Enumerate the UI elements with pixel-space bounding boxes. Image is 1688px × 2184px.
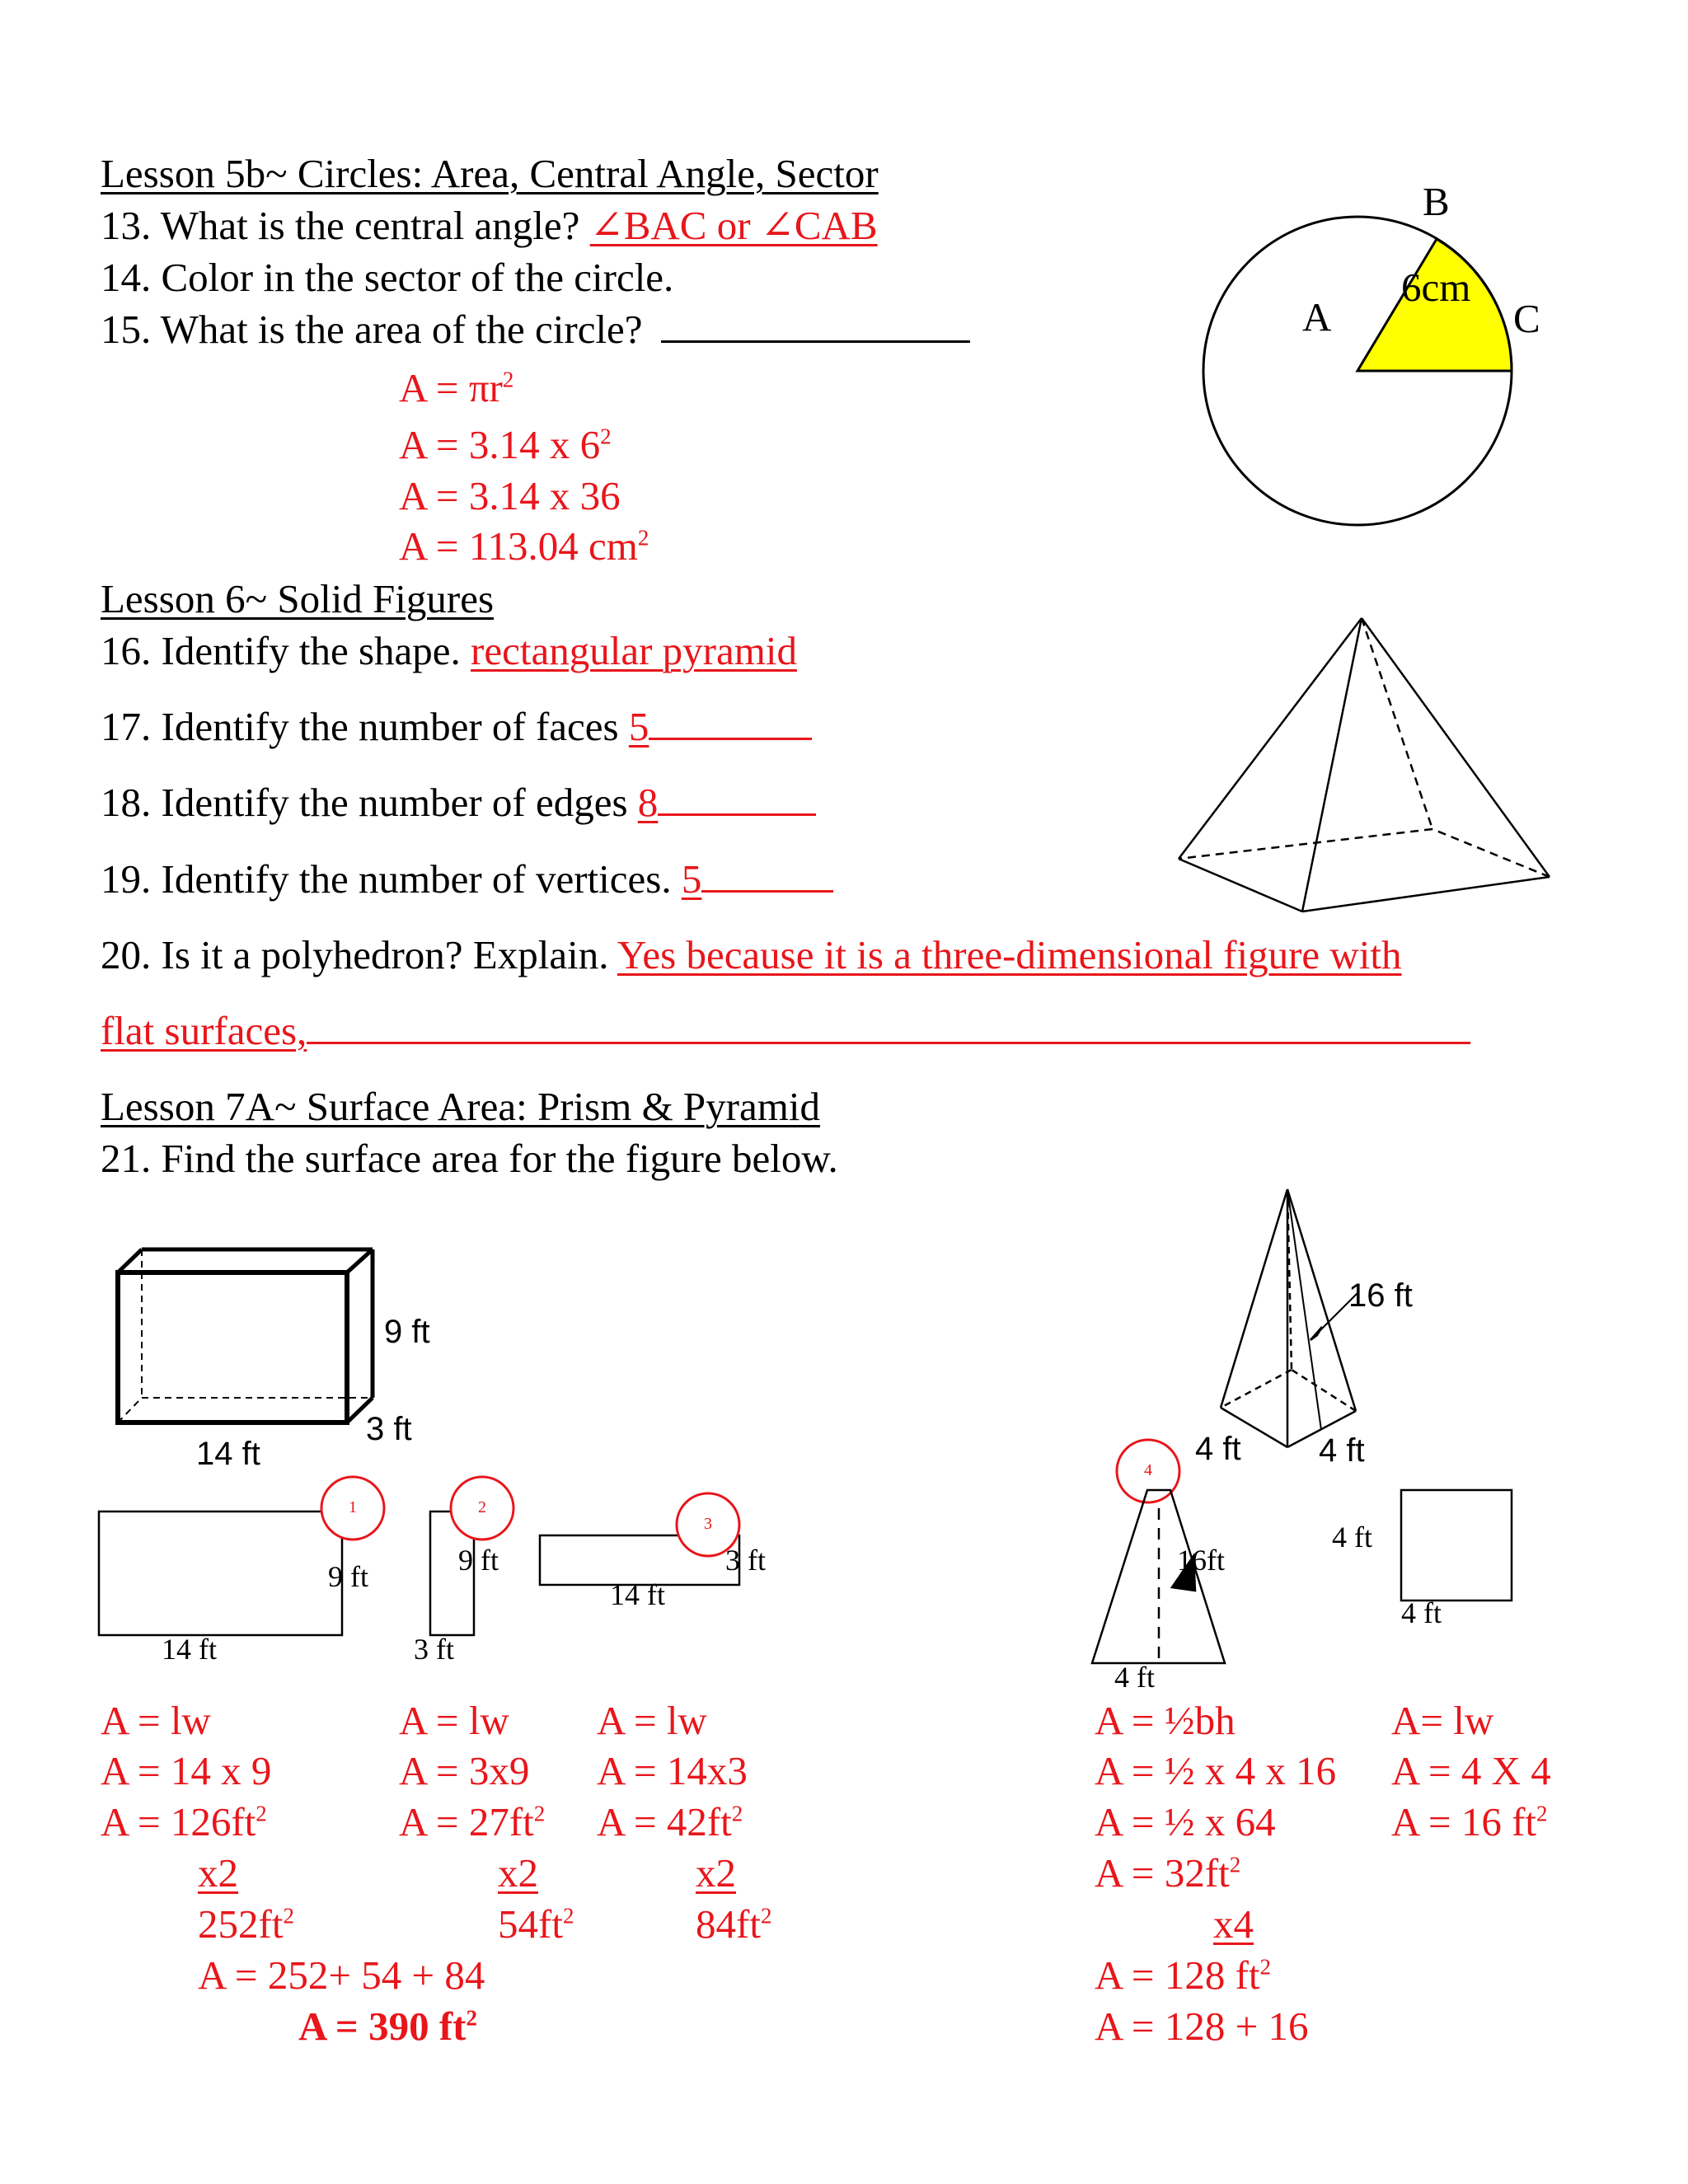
- square-face-diagram: [1401, 1490, 1512, 1601]
- pyramid-base-a-label: 4 ft: [1195, 1431, 1241, 1467]
- question-18: [101, 782, 816, 823]
- prism-height-label: 9 ft: [384, 1314, 430, 1350]
- question-16-answer: rectangular pyramid: [471, 628, 797, 673]
- work-text: 84ft: [696, 1901, 761, 1947]
- superscript: 2: [466, 2005, 477, 2031]
- prism-work-sum: A = 252+ 54 + 84: [198, 1952, 485, 1998]
- work-text: A = 42ft: [597, 1799, 732, 1844]
- prism-work-col2-line3: [399, 1799, 546, 1844]
- prism-work-col2-line2: A = 3x9: [399, 1748, 530, 1793]
- superscript: 2: [283, 1903, 294, 1929]
- pyramid-work-multiplier: x4: [1213, 1901, 1254, 1947]
- superscript: 2: [1536, 1801, 1548, 1826]
- net-rect-1-width-label: 9 ft: [328, 1560, 368, 1593]
- lesson7a-heading: Lesson 7A~ Surface Area: Prism & Pyramid: [101, 1084, 820, 1129]
- question-20-answer-line-1: Yes because it is a three-dimensional figure with: [617, 932, 1402, 977]
- pyramid-base-b-label: 4 ft: [1319, 1432, 1365, 1469]
- question-19-text: 19. Identify the number of vertices.: [101, 856, 672, 902]
- question-17-text: 17. Identify the number of faces: [101, 704, 619, 749]
- prism-work-col2-multiplier: x2: [498, 1850, 538, 1896]
- area-work-line-2: [399, 424, 612, 465]
- question-16: [101, 630, 797, 671]
- prism-work-col3-line2: A = 14x3: [597, 1748, 748, 1793]
- question-14: 14. Color in the sector of the circle.: [101, 255, 674, 300]
- pyramid-work-line1: A = ½bh: [1095, 1698, 1236, 1743]
- prism-work-col1-line1: A = lw: [101, 1698, 211, 1743]
- prism-work-col3-line3: [597, 1799, 743, 1844]
- prism-work-col2-result: [498, 1901, 574, 1947]
- net-rect-3-length-label: 14 ft: [610, 1578, 665, 1611]
- work-text: 54ft: [498, 1901, 563, 1947]
- superscript: 2: [256, 1801, 267, 1826]
- pyramid-work-line2: A = ½ x 4 x 16: [1095, 1748, 1337, 1793]
- answer-blank-15: [661, 340, 970, 343]
- superscript: 2: [1259, 1954, 1271, 1980]
- prism-length-label: 14 ft: [196, 1436, 260, 1472]
- prism-work-col1-multiplier: x2: [198, 1850, 238, 1896]
- area-work-line-1: [399, 365, 514, 410]
- question-21: 21. Find the surface area for the figure below.: [101, 1136, 838, 1181]
- square-side-a-label: 4 ft: [1332, 1521, 1372, 1554]
- work-text: A = 113.04 cm: [399, 523, 638, 569]
- answer-blank-19: [701, 889, 833, 893]
- question-13-answer: ∠BAC or ∠CAB: [589, 203, 878, 248]
- question-18-answer: 8: [637, 780, 659, 825]
- triangle-height-label: 16ft: [1177, 1544, 1225, 1577]
- rectangular-pyramid-diagram: [1179, 618, 1550, 912]
- circle-mark-3: 3: [704, 1515, 712, 1533]
- pyramid-work-line4: [1095, 1850, 1241, 1896]
- question-19-answer: 5: [681, 856, 702, 902]
- question-19: [101, 856, 833, 902]
- question-20-continued: [101, 1010, 1470, 1051]
- radius-label: 6cm: [1401, 265, 1471, 310]
- question-17-answer: 5: [628, 704, 649, 749]
- question-16-text: 16. Identify the shape.: [101, 628, 461, 673]
- prism-work-col3-multiplier: x2: [696, 1850, 736, 1896]
- triangle-base-label: 4 ft: [1114, 1661, 1155, 1694]
- question-17: [101, 706, 812, 747]
- circle-diagram: [1203, 217, 1512, 525]
- answer-blank-20: [307, 1041, 1470, 1044]
- work-text: A = 27ft: [399, 1799, 534, 1844]
- question-18-text: 18. Identify the number of edges: [101, 780, 628, 825]
- net-rect-2-width-label: 3 ft: [414, 1633, 454, 1666]
- square-work-line2: A = 4 X 4: [1391, 1748, 1551, 1793]
- area-work-line-4: [399, 523, 649, 569]
- prism-work-col3-result: [696, 1901, 772, 1947]
- net-rect-2-height-label: 9 ft: [458, 1544, 499, 1577]
- net-rect-1-length-label: 14 ft: [162, 1633, 217, 1666]
- circle-label-c: C: [1513, 296, 1540, 341]
- square-work-line3: [1391, 1799, 1548, 1844]
- superscript: 2: [502, 367, 514, 392]
- superscript: 2: [731, 1801, 743, 1826]
- net-rectangles: [99, 1511, 739, 1635]
- red-number-circles: [321, 1440, 1179, 1556]
- question-13-text: 13. What is the central angle?: [101, 203, 580, 248]
- lesson5b-heading: Lesson 5b~ Circles: Area, Central Angle, Sector: [101, 151, 879, 196]
- circle-label-b: B: [1423, 179, 1450, 224]
- work-text: A = 128 ft: [1095, 1952, 1260, 1998]
- prism-work-col2-line1: A = lw: [399, 1698, 509, 1743]
- prism-work-col1-result: [198, 1901, 294, 1947]
- circle-label-a: A: [1302, 294, 1332, 340]
- prism-work-col1-line2: A = 14 x 9: [101, 1748, 272, 1793]
- superscript: 2: [600, 424, 612, 449]
- question-15-text: 15. What is the area of the circle?: [101, 307, 643, 352]
- area-work-line-3: A = 3.14 x 36: [399, 473, 621, 518]
- question-15: [101, 307, 970, 352]
- question-20-text: 20. Is it a polyhedron? Explain.: [101, 932, 609, 977]
- question-13: [101, 205, 878, 246]
- superscript: 2: [562, 1903, 574, 1929]
- answer-blank-17: [649, 737, 812, 740]
- work-text: A = 126ft: [101, 1799, 256, 1844]
- prism-depth-label: 3 ft: [366, 1411, 412, 1447]
- work-text: A = 16 ft: [1391, 1799, 1536, 1844]
- pyramid-work-result: [1095, 1952, 1271, 1998]
- square-pyramid-diagram: [1221, 1189, 1358, 1447]
- circle-mark-1: 1: [349, 1498, 357, 1516]
- work-text: 252ft: [198, 1901, 284, 1947]
- question-20: [101, 932, 1402, 977]
- work-text: A = 390 ft: [298, 2004, 467, 2049]
- prism-work-col1-line3: [101, 1799, 267, 1844]
- answer-blank-18: [658, 813, 816, 816]
- superscript: 2: [533, 1801, 546, 1826]
- question-20-answer-line-2: flat surfaces,: [101, 1008, 307, 1053]
- rectangular-prism-diagram: [118, 1249, 373, 1422]
- work-text: A = 3.14 x 6: [399, 422, 601, 467]
- superscript: 2: [760, 1903, 772, 1929]
- square-work-line1: A= lw: [1391, 1698, 1494, 1743]
- circle-mark-2: 2: [478, 1498, 486, 1516]
- work-text: A = πr: [399, 365, 503, 410]
- pyramid-work-line3: A = ½ x 64: [1095, 1799, 1276, 1844]
- prism-work-total: [298, 2004, 477, 2049]
- net-rect-3-width-label: 3 ft: [725, 1544, 766, 1577]
- superscript: 2: [637, 525, 649, 551]
- prism-work-col3-line1: A = lw: [597, 1698, 707, 1743]
- pyramid-slant-label: 16 ft: [1348, 1277, 1413, 1314]
- work-text: A = 32ft: [1095, 1850, 1230, 1896]
- square-side-b-label: 4 ft: [1401, 1596, 1442, 1629]
- pyramid-work-sum: A = 128 + 16: [1095, 2004, 1309, 2049]
- superscript: 2: [1229, 1852, 1241, 1877]
- circle-mark-4: 4: [1144, 1461, 1152, 1479]
- lesson6-heading: Lesson 6~ Solid Figures: [101, 576, 495, 621]
